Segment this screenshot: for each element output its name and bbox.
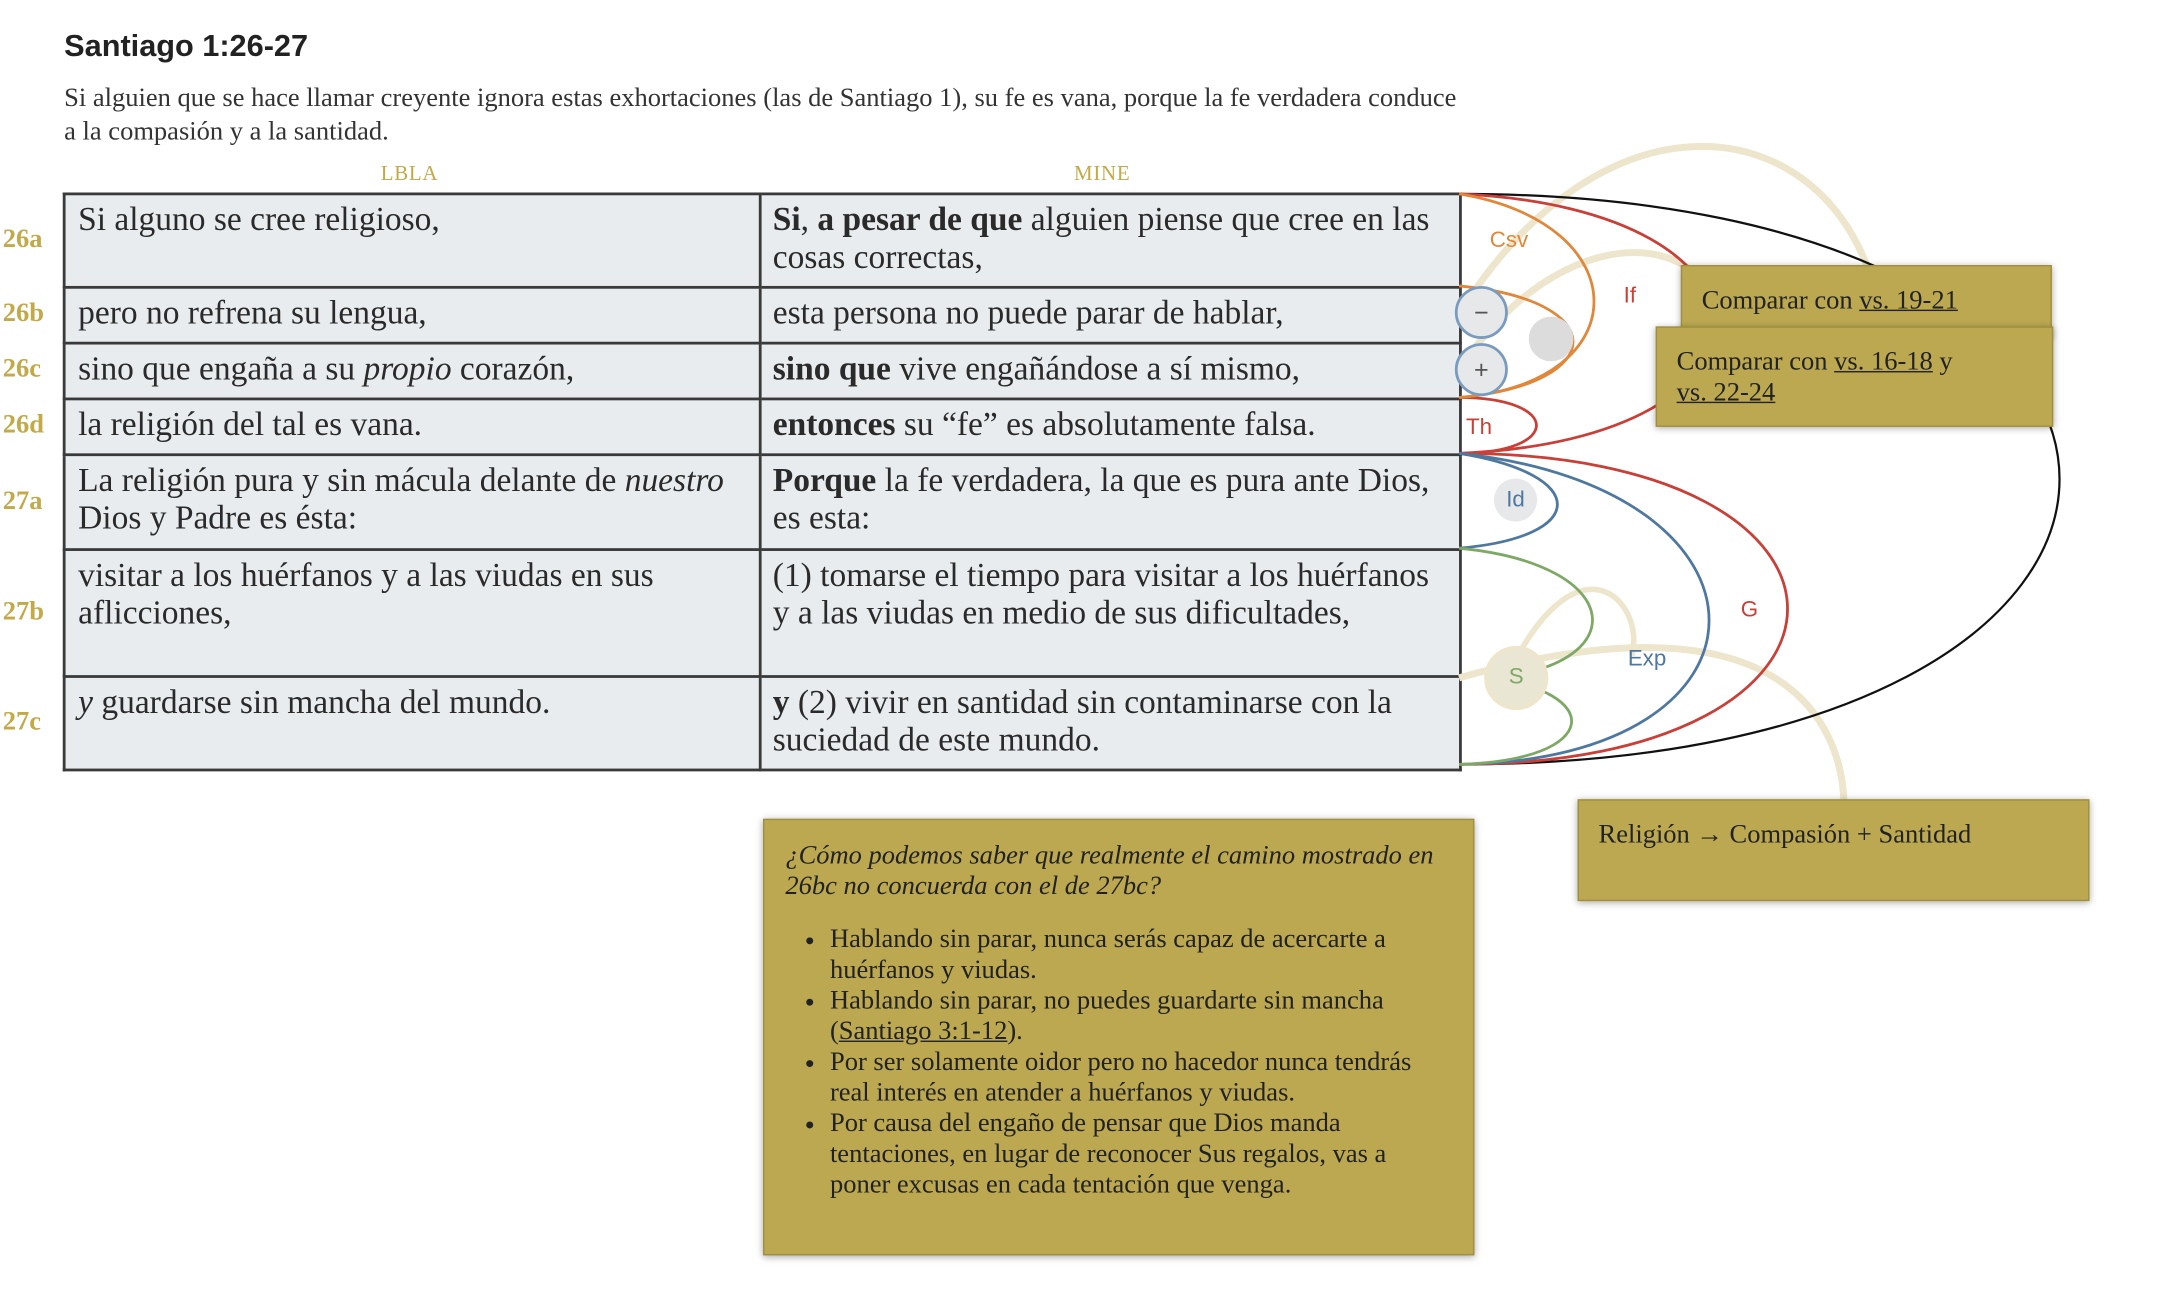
page-title: Santiago 1:26-27 [64, 27, 309, 63]
link-santiago-3[interactable]: Santiago 3:1-12 [838, 1016, 1008, 1047]
bold-connector: y [772, 684, 790, 722]
mine-cell: entonces su “fe” es absolutamente falsa. [760, 399, 1460, 455]
bold-connector: entonces [772, 407, 896, 444]
summary-note: Religión → Compasión + Santidad [1578, 799, 2090, 901]
intro-text: Si alguien que se hace llamar creyente ignora estas exhortaciones (las de Santiago 1), su fe es vana, porque la fe verdadera conduce a la compasión y a la santidad. [64, 83, 1457, 147]
list-item: • Hablando sin parar, no puedes guardarte sin mancha (Santiago 3:1-12). [830, 986, 1445, 1047]
lbla-cell: Si alguno se cree religioso, [64, 194, 760, 287]
column-header-lbla: LBLA [380, 163, 439, 186]
list-item: • Hablando sin parar, nunca serás capaz de acercarte a huérfanos y viudas. [830, 925, 1445, 986]
question-note [763, 819, 1474, 1256]
compare-note-1: Comparar con vs. 19-21 [1681, 265, 2052, 338]
mine-cell: esta persona no puede parar de hablar, [760, 287, 1460, 343]
arc-label-th: Th [1466, 413, 1493, 439]
row-label-26d: 26d [2, 410, 45, 440]
bold-connector: Porque [772, 463, 877, 500]
lbla-cell: La religión pura y sin mácula delante de nuestro Dios y Padre es ésta: [64, 455, 760, 550]
lbla-cell: la religión del tal es vana. [64, 399, 760, 455]
link-vs-16-18[interactable]: vs. 16-18 [1834, 347, 1933, 377]
arc-label-exp: Exp [1627, 645, 1667, 671]
compare-note-2: Comparar con vs. 16-18 y vs. 22-24 [1656, 326, 2054, 426]
mine-cell: sino que vive engañándose a sí mismo, [760, 343, 1460, 399]
mine-cell: Si, a pesar de que alguien piense que cree en las cosas correctas, [760, 194, 1460, 287]
row-label-27b: 27b [2, 597, 45, 627]
bold-connector: sino que [772, 351, 891, 388]
toggle-circle[interactable] [1529, 317, 1574, 362]
row-label-27a: 27a [2, 486, 43, 517]
mine-cell: Porque la fe verdadera, la que es pura ante Dios, es esta: [760, 455, 1460, 550]
arc-label-csv: Csv [1489, 226, 1529, 252]
arc-node-s[interactable]: S [1484, 646, 1548, 710]
arc-label-g: G [1740, 596, 1759, 622]
arc-label-if: If [1623, 282, 1637, 308]
mine-cell: (1) tomarse el tiempo para visitar a los huérfanos y a las viudas en medio de sus dificultades, [760, 550, 1460, 677]
row-label-27c: 27c [2, 707, 42, 737]
note-question: ¿Cómo podemos saber que realmente el camino mostrado en 26bc no concuerda con el de 27bc? [785, 841, 1434, 902]
link-vs-19-21[interactable]: vs. 19-21 [1859, 285, 1958, 316]
row-label-26c: 26c [2, 354, 42, 384]
mine-cell: y (2) vivir en santidad sin contaminarse con la suciedad de este mundo. [760, 677, 1460, 770]
lbla-cell: visitar a los huérfanos y a las viudas en sus aflicciones, [64, 550, 760, 677]
lbla-cell: y guardarse sin mancha del mundo. [64, 677, 760, 770]
row-label-26b: 26b [2, 298, 45, 328]
bold-connector: Si, a pesar de que [772, 202, 1023, 239]
expand-button[interactable]: + [1455, 343, 1508, 396]
list-item: • Por ser solamente oidor pero no hacedor nunca tendrás real interés en atender a huérfanos y viudas. [830, 1048, 1445, 1109]
list-item: • Por causa del engaño de pensar que Dios manda tentaciones, en lugar de reconocer Sus regalos, vas a poner excusas en cada tentación que venga. [830, 1109, 1445, 1201]
arc-node-id[interactable]: Id [1494, 478, 1537, 521]
lbla-cell: pero no refrena su lengua, [64, 287, 760, 343]
column-header-mine: MINE [1074, 163, 1131, 186]
note-list [785, 925, 1445, 1201]
row-label-26a: 26a [2, 224, 43, 254]
lbla-cell: sino que engaña a su propio corazón, [64, 343, 760, 399]
link-vs-22-24[interactable]: vs. 22-24 [1676, 378, 1776, 408]
collapse-button[interactable]: − [1455, 286, 1508, 339]
